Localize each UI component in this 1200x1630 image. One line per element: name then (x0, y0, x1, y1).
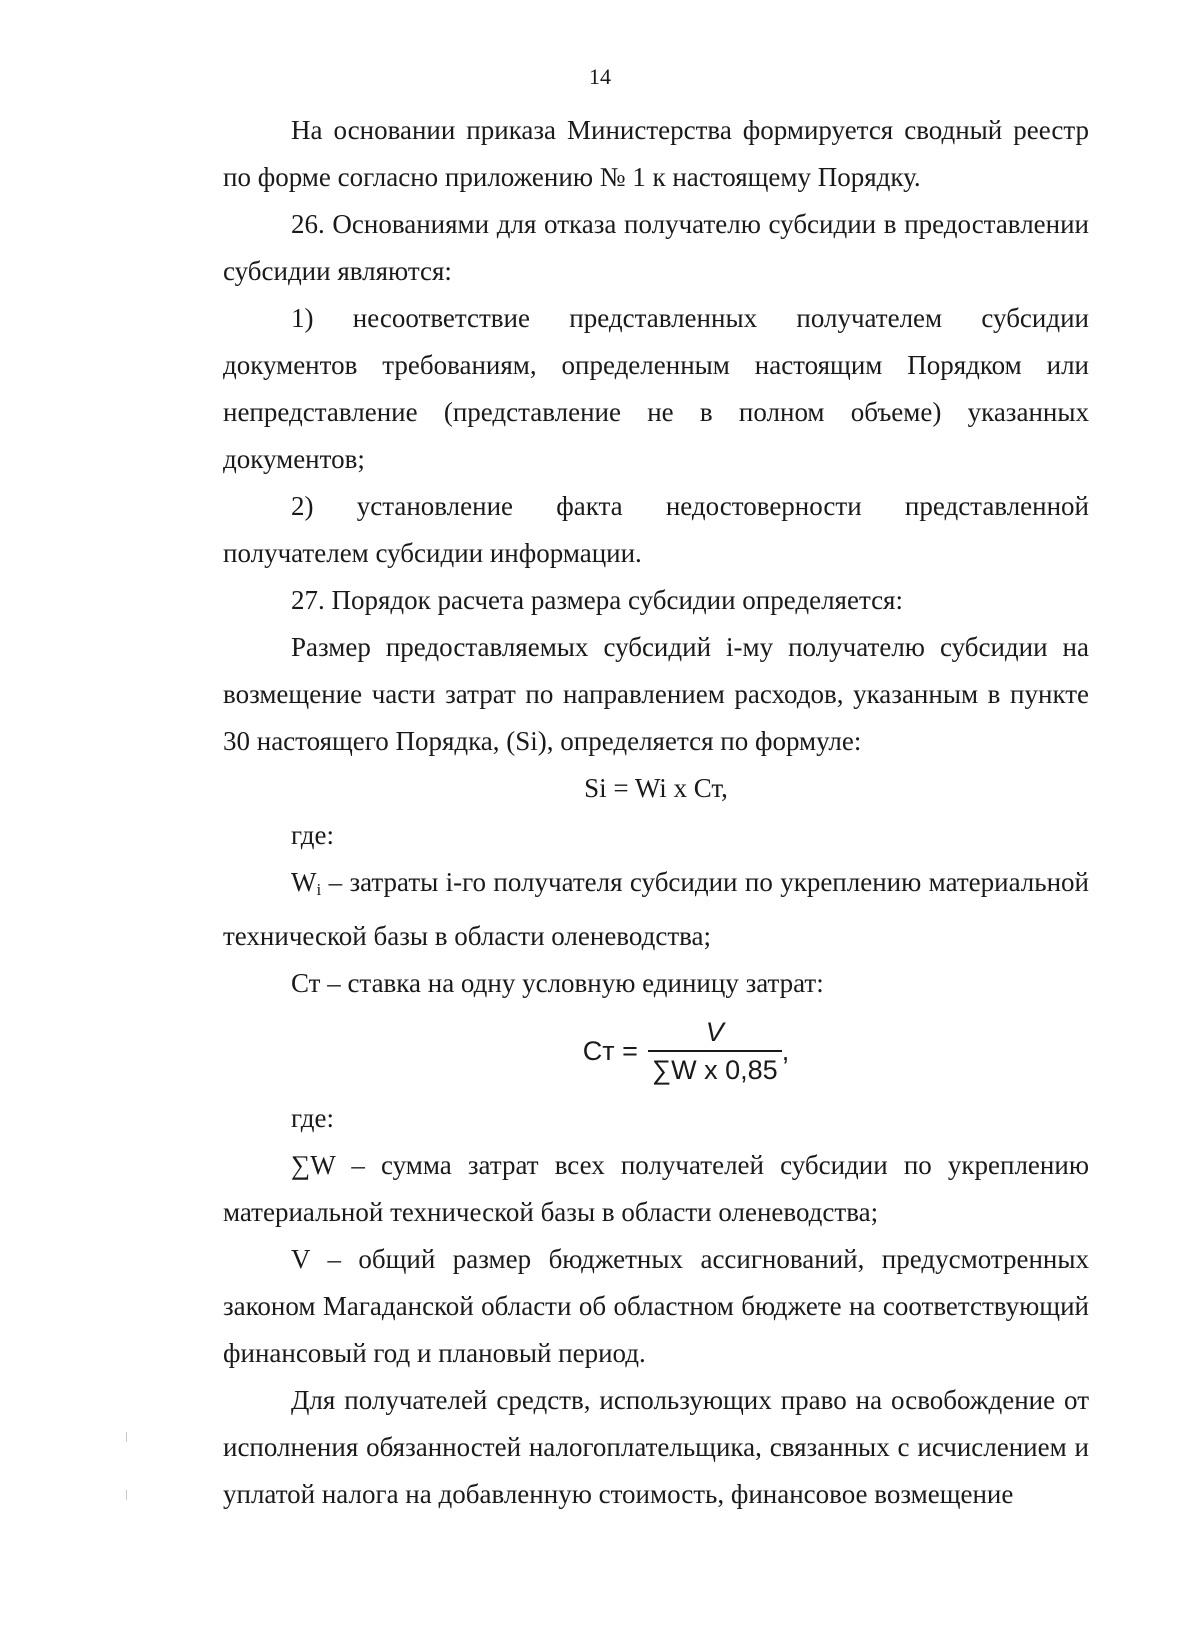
formula-si: Si = Wi x Ст, (584, 773, 728, 803)
paragraph-registry: На основании приказа Министерства формируется сводный реестр по форме согласно приложению № 1 к настоящему Порядку. (223, 115, 1089, 192)
paragraph-26-item-2: 2) установление факта недостоверности представленной получателем субсидии информации. (223, 491, 1089, 568)
formula-ct-numerator: V (705, 1017, 724, 1047)
formula-ct-fraction (648, 1016, 782, 1086)
where-label-2: где: (291, 1103, 334, 1133)
formula-ct-tail: , (781, 1035, 790, 1066)
page-number: 14 (589, 64, 611, 89)
document-body (223, 107, 1089, 1518)
scan-mark (126, 1490, 127, 1500)
wi-symbol: W (291, 867, 317, 897)
paragraph-27-text: Размер предоставляемых субсидий i-му получателю субсидии на возмещение части затрат по направлением расходов, указанным в пункте 30 настоящего Порядка, (Si), определяется по формуле: (223, 632, 1089, 756)
wi-text: – затраты i-го получателя субсидии по укреплению материальной технической базы в области оленеводства; (223, 867, 1089, 951)
wi-definition (223, 859, 1089, 960)
formula-ct (223, 1007, 1089, 1095)
v-definition: V – общий размер бюджетных ассигнований, предусмотренных законом Магаданской области об областном бюджете на соответствующий финансовый год и плановый период. (223, 1244, 1089, 1368)
wi-subscript: i (316, 880, 322, 899)
paragraph-26-item-1: 1) несоответствие представленных получателем субсидии документов требованиям, определенным настоящим Порядком или непредставление (представление не в полном объеме) указанных документов; (223, 303, 1089, 474)
sumw-definition: ∑W – сумма затрат всех получателей субсидии по укреплению материальной технической базы в области оленеводства; (223, 1150, 1089, 1227)
formula-ct-denominator: ∑W x 0,85 (648, 1050, 782, 1086)
ct-definition: Ст – ставка на одну условную единицу затрат: (291, 968, 824, 998)
paragraph-vat: Для получателей средств, использующих право на освобождение от исполнения обязанностей налогоплательщика, связанных с исчислением и уплатой налога на добавленную стоимость, финансовое возмещение (223, 1385, 1089, 1509)
paragraph-26: 26. Основаниями для отказа получателю субсидии в предоставлении субсидии являются: (223, 209, 1089, 286)
scan-mark (126, 1432, 127, 1442)
paragraph-27: 27. Порядок расчета размера субсидии определяется: (291, 585, 903, 615)
where-label-1: где: (291, 820, 334, 850)
formula-ct-lhs: Ст = (582, 1035, 638, 1066)
